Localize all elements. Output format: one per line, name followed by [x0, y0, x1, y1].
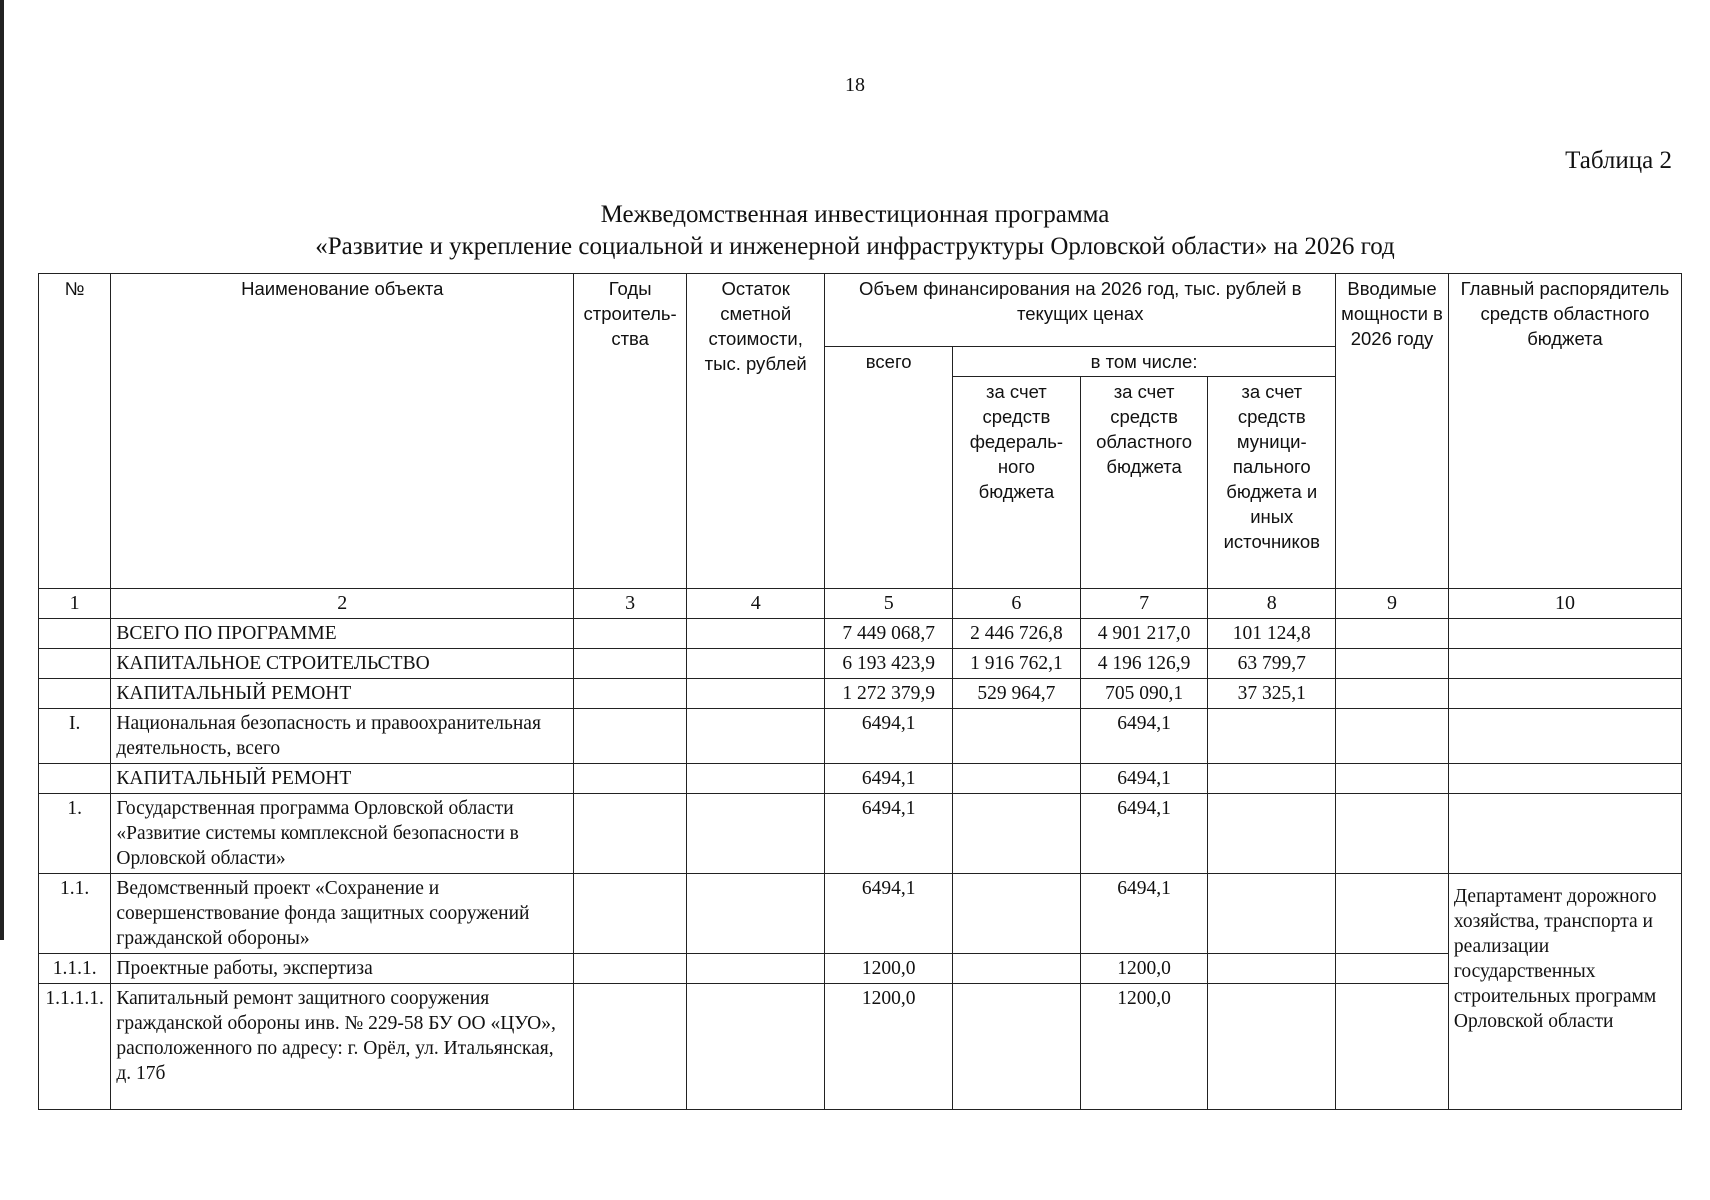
row-remainder — [687, 764, 825, 794]
row-capacity — [1336, 984, 1449, 1110]
left-edge-rule — [0, 0, 4, 940]
row-capacity — [1336, 649, 1449, 679]
row-administrator — [1448, 874, 1681, 1110]
row-administrator — [1448, 679, 1681, 709]
table-row — [39, 619, 1682, 649]
row-years — [574, 619, 687, 649]
column-number: 7 — [1080, 589, 1208, 619]
header-including: в том числе: — [953, 347, 1336, 377]
row-capacity — [1336, 709, 1449, 764]
row-municipal — [1208, 984, 1336, 1110]
header-num: № — [39, 274, 111, 589]
header-federal: за счет средств федераль-ного бюджета — [953, 377, 1081, 589]
table-row — [39, 954, 1682, 984]
column-number-row — [39, 589, 1682, 619]
row-years — [574, 709, 687, 764]
row-regional: 6494,1 — [1080, 874, 1208, 954]
row-number: 1.1.1.1. — [39, 984, 111, 1110]
row-years — [574, 764, 687, 794]
row-years — [574, 679, 687, 709]
row-federal — [953, 709, 1081, 764]
column-number: 2 — [111, 589, 574, 619]
row-federal: 2 446 726,8 — [953, 619, 1081, 649]
row-administrator — [1448, 709, 1681, 764]
row-name: Капитальный ремонт защитного сооружения гражданской обороны инв. № 229-58 БУ ОО «ЦУО», расположенного по адресу: г. Орёл, ул. Итальянская, д. 17б — [111, 984, 574, 1110]
row-name: Государственная программа Орловской области «Развитие системы комплексной безопасности в Орловской области» — [111, 794, 574, 874]
row-capacity — [1336, 764, 1449, 794]
header-regional: за счет средств областного бюджета — [1080, 377, 1208, 589]
row-total: 1 272 379,9 — [825, 679, 953, 709]
row-capacity — [1336, 619, 1449, 649]
row-remainder — [687, 794, 825, 874]
row-number — [39, 764, 111, 794]
column-number: 6 — [953, 589, 1081, 619]
row-remainder — [687, 954, 825, 984]
row-name: КАПИТАЛЬНЫЙ РЕМОНТ — [111, 679, 574, 709]
row-remainder — [687, 874, 825, 954]
row-regional: 6494,1 — [1080, 764, 1208, 794]
row-total: 6494,1 — [825, 794, 953, 874]
table-label: Таблица 2 — [1565, 147, 1672, 174]
row-municipal — [1208, 954, 1336, 984]
row-municipal: 37 325,1 — [1208, 679, 1336, 709]
row-municipal — [1208, 794, 1336, 874]
header-administrator: Главный распорядитель средств областного бюджета — [1448, 274, 1681, 589]
table-row — [39, 679, 1682, 709]
header-remainder: Остаток сметной стоимости, тыс. рублей — [687, 274, 825, 589]
row-federal — [953, 794, 1081, 874]
row-total: 6494,1 — [825, 874, 953, 954]
row-number: 1.1.1. — [39, 954, 111, 984]
table-row — [39, 984, 1682, 1110]
row-regional: 4 901 217,0 — [1080, 619, 1208, 649]
row-years — [574, 954, 687, 984]
column-number: 8 — [1208, 589, 1336, 619]
row-total: 6494,1 — [825, 709, 953, 764]
row-number — [39, 649, 111, 679]
row-regional: 1200,0 — [1080, 954, 1208, 984]
row-years — [574, 649, 687, 679]
column-number: 5 — [825, 589, 953, 619]
row-name: Проектные работы, экспертиза — [111, 954, 574, 984]
row-regional: 1200,0 — [1080, 984, 1208, 1110]
table-row — [39, 649, 1682, 679]
row-total: 6 193 423,9 — [825, 649, 953, 679]
row-total: 6494,1 — [825, 764, 953, 794]
row-capacity — [1336, 954, 1449, 984]
row-federal — [953, 874, 1081, 954]
row-administrator — [1448, 794, 1681, 874]
row-federal: 1 916 762,1 — [953, 649, 1081, 679]
row-administrator — [1448, 649, 1681, 679]
row-federal: 529 964,7 — [953, 679, 1081, 709]
row-name: Ведомственный проект «Сохранение и совершенствование фонда защитных сооружений гражданской обороны» — [111, 874, 574, 954]
row-total: 7 449 068,7 — [825, 619, 953, 649]
row-name: КАПИТАЛЬНОЕ СТРОИТЕЛЬСТВО — [111, 649, 574, 679]
row-remainder — [687, 709, 825, 764]
row-capacity — [1336, 794, 1449, 874]
row-number: I. — [39, 709, 111, 764]
row-administrator — [1448, 764, 1681, 794]
row-number — [39, 679, 111, 709]
header-name: Наименование объекта — [111, 274, 574, 589]
column-number: 10 — [1448, 589, 1681, 619]
row-total: 1200,0 — [825, 954, 953, 984]
table-row — [39, 874, 1682, 954]
row-municipal — [1208, 764, 1336, 794]
row-federal — [953, 954, 1081, 984]
row-municipal: 101 124,8 — [1208, 619, 1336, 649]
investment-program-table — [38, 273, 1682, 1110]
row-capacity — [1336, 679, 1449, 709]
row-name: ВСЕГО ПО ПРОГРАММЕ — [111, 619, 574, 649]
header-total: всего — [825, 347, 953, 589]
row-years — [574, 984, 687, 1110]
row-regional: 6494,1 — [1080, 709, 1208, 764]
row-total: 1200,0 — [825, 984, 953, 1110]
row-regional: 705 090,1 — [1080, 679, 1208, 709]
header-years: Годы строитель-ства — [574, 274, 687, 589]
table-row — [39, 794, 1682, 874]
row-municipal — [1208, 874, 1336, 954]
row-federal — [953, 984, 1081, 1110]
row-number: 1.1. — [39, 874, 111, 954]
column-number: 1 — [39, 589, 111, 619]
row-remainder — [687, 619, 825, 649]
table-row — [39, 764, 1682, 794]
column-number: 3 — [574, 589, 687, 619]
row-regional: 4 196 126,9 — [1080, 649, 1208, 679]
page-number: 18 — [845, 74, 865, 96]
row-municipal — [1208, 709, 1336, 764]
row-remainder — [687, 649, 825, 679]
row-number: 1. — [39, 794, 111, 874]
row-number — [39, 619, 111, 649]
header-capacity: Вводимые мощности в 2026 году — [1336, 274, 1449, 589]
header-funding: Объем финансирования на 2026 год, тыс. рублей в текущих ценах — [825, 274, 1336, 347]
row-regional: 6494,1 — [1080, 794, 1208, 874]
row-capacity — [1336, 874, 1449, 954]
row-remainder — [687, 984, 825, 1110]
row-federal — [953, 764, 1081, 794]
row-remainder — [687, 679, 825, 709]
administrator-text: Департамент дорожного хозяйства, транспорта и реализации государственных строительных программ Орловской области — [1453, 886, 1657, 1032]
table-row — [39, 709, 1682, 764]
row-name: КАПИТАЛЬНЫЙ РЕМОНТ — [111, 764, 574, 794]
row-name: Национальная безопасность и правоохранительная деятельность, всего — [111, 709, 574, 764]
row-years — [574, 794, 687, 874]
table-title-line-1: Межведомственная инвестиционная программа — [600, 201, 1110, 228]
table-title-line-2: «Развитие и укрепление социальной и инженерной инфраструктуры Орловской области» на 2026 год — [315, 233, 1395, 260]
column-number: 4 — [687, 589, 825, 619]
row-administrator — [1448, 619, 1681, 649]
row-municipal: 63 799,7 — [1208, 649, 1336, 679]
row-years — [574, 874, 687, 954]
header-municipal: за счет средств муници-пального бюджета и иных источников — [1208, 377, 1336, 589]
column-number: 9 — [1336, 589, 1449, 619]
